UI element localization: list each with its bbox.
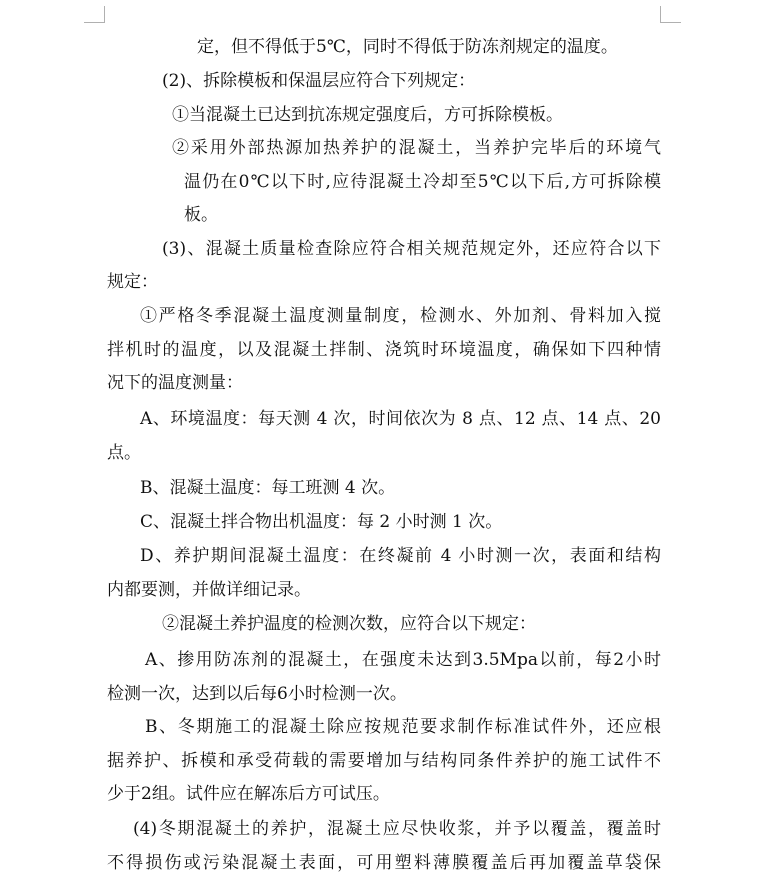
text-line: 不得损伤或污染混凝土表面，可用塑料薄膜覆盖后再加覆盖草袋保 [107, 853, 661, 873]
text-line: 定，但不得低于5℃，同时不得低于防冻剂规定的温度。 [197, 37, 618, 57]
text-line: B、冬期施工的混凝土除应按规范要求制作标准试件外，还应根 [145, 717, 661, 737]
corner-crop-mark-right [660, 6, 681, 23]
text-line: 检测一次，达到以后每6小时检测一次。 [107, 684, 407, 704]
text-line: (3)、混凝土质量检查除应符合相关规范规定外，还应符合以下 [162, 239, 661, 259]
text-line: 内都要测，并做详细记录。 [107, 580, 311, 600]
corner-crop-mark-left [84, 6, 105, 23]
text-line: D、养护期间混凝土温度：在终凝前 4 小时测一次，表面和结构 [140, 546, 661, 566]
text-line: C、混凝土拌合物出机温度：每 2 小时测 1 次。 [140, 512, 503, 532]
text-line: ①严格冬季混凝土温度测量制度，检测水、外加剂、骨料加入搅 [140, 306, 661, 326]
text-line: A、环境温度：每天测 4 次，时间依次为 8 点、12 点、14 点、20 [140, 409, 661, 429]
text-line: 况下的温度测量： [107, 373, 243, 393]
text-line: A、掺用防冻剂的混凝土，在强度未达到3.5Mpa以前，每2小时 [145, 650, 661, 670]
text-line: 规定： [107, 272, 158, 292]
text-line: 据养护、拆模和承受荷载的需要增加与结构同条件养护的施工试件不 [107, 751, 661, 771]
text-line: 板。 [184, 205, 218, 225]
text-line: B、混凝土温度：每工班测 4 次。 [140, 478, 396, 498]
text-line: ①当混凝土已达到抗冻规定强度后，方可拆除模板。 [172, 105, 563, 125]
text-line: (4)冬期混凝土的养护，混凝土应尽快收浆，并予以覆盖，覆盖时 [133, 819, 661, 839]
text-line: (2)、拆除模板和保温层应符合下列规定： [162, 71, 476, 91]
text-line: 点。 [107, 443, 141, 463]
text-line: ②混凝土养护温度的检测次数，应符合以下规定： [162, 614, 536, 634]
text-line: 少于2组。试件应在解冻后方可试压。 [107, 784, 390, 804]
text-line: 温仍在0℃以下时,应待混凝土冷却至5℃以下后,方可拆除模 [184, 172, 661, 192]
text-line: 拌机时的温度，以及混凝土拌制、浇筑时环境温度，确保如下四种情 [107, 340, 661, 360]
text-line: ②采用外部热源加热养护的混凝土，当养护完毕后的环境气 [172, 138, 661, 158]
